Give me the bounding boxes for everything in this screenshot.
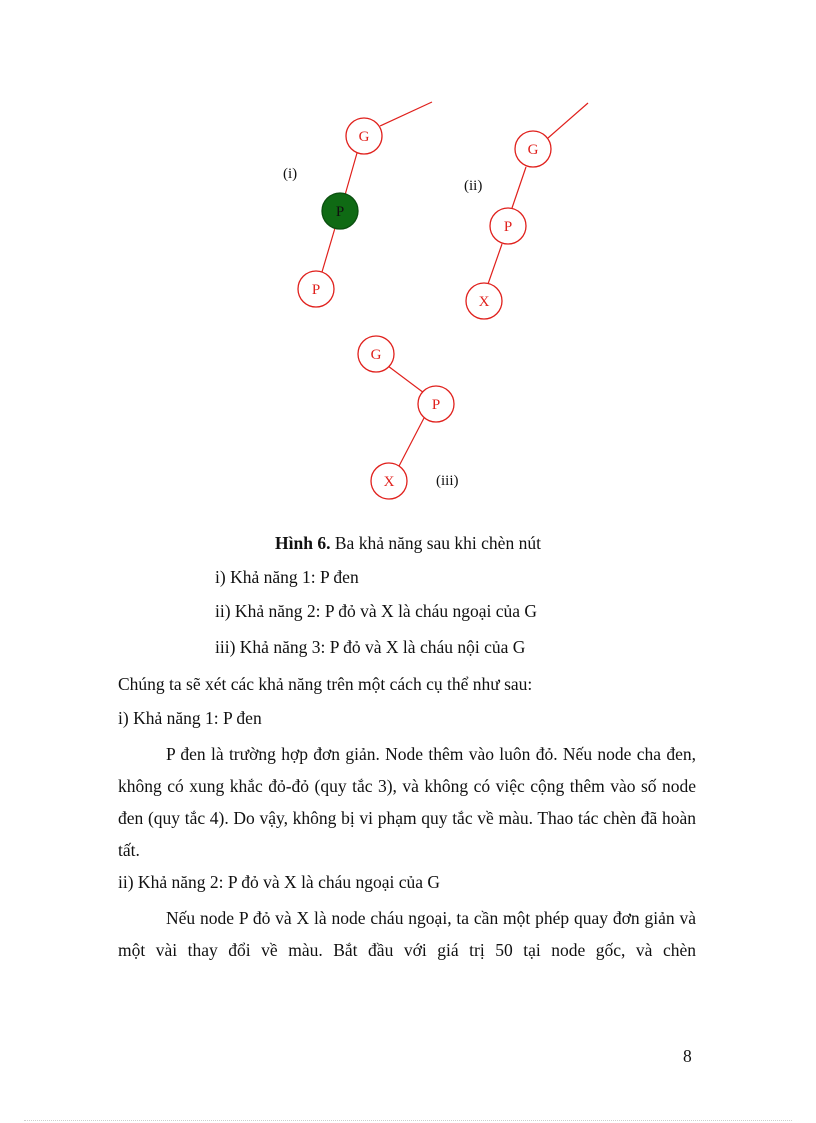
figure-list-item-1: i) Khả năng 1: P đen (215, 567, 359, 587)
case-2-tree (464, 103, 588, 319)
edge-to-root (380, 102, 432, 126)
node-child-label: P (311, 282, 321, 298)
case-3-tree (358, 336, 459, 499)
node-child-label: X (478, 294, 490, 310)
footer-divider (24, 1120, 792, 1121)
section-2-paragraph: Nếu node P đỏ và X là node cháu ngoại, ta cần một phép quay đơn giản và một vài thay đổi về màu. Bắt đầu với giá trị 50 tại node gốc, và chèn (118, 908, 696, 960)
edge-to-root (548, 103, 588, 138)
case-3-label: (iii) (436, 473, 459, 489)
figure-caption-text: Ba khả năng sau khi chèn nút (330, 533, 541, 553)
node-parent-label: P (503, 219, 513, 235)
intro-sentence: Chúng ta sẽ xét các khả năng trên một cách cụ thể như sau: (118, 674, 533, 694)
figure-list-item-2: ii) Khả năng 2: P đỏ và X là cháu ngoại của G (215, 601, 538, 621)
node-grandparent-label: G (358, 129, 370, 145)
node-grandparent-label: G (370, 347, 382, 363)
section-2-heading: ii) Khả năng 2: P đỏ và X là cháu ngoại của G (118, 872, 441, 892)
page-number: 8 (683, 1046, 692, 1066)
figure-caption-number: Hình 6. (275, 533, 331, 553)
edge-g-p (512, 167, 526, 208)
node-parent-label: P (335, 204, 345, 220)
node-parent-label: P (431, 397, 441, 413)
node-child-label: X (383, 474, 395, 490)
section-1-paragraph: P đen là trường hợp đơn giản. Node thêm vào luôn đỏ. Nếu node cha đen, không có xung khắc đỏ-đỏ (quy tắc 3), và không có việc cộng thêm vào số node đen (quy tắc 4). Do vậy, không bị vi phạm quy tắc về màu. Thao tác chèn đã hoàn tất. (118, 744, 696, 860)
insertion-cases-diagram (0, 0, 816, 520)
edge-p-child (488, 244, 502, 284)
section-1-heading: i) Khả năng 1: P đen (118, 708, 262, 728)
case-2-label: (ii) (464, 178, 483, 194)
case-1-tree (283, 102, 432, 307)
figure-caption (0, 532, 816, 554)
edge-p-child (398, 418, 424, 468)
figure-list-item-3: iii) Khả năng 3: P đỏ và X là cháu nội của G (215, 637, 526, 657)
node-grandparent-label: G (527, 142, 539, 158)
edge-p-child (322, 228, 335, 272)
edge-g-p (345, 153, 357, 195)
edge-g-p (388, 366, 424, 393)
case-1-label: (i) (283, 166, 298, 182)
